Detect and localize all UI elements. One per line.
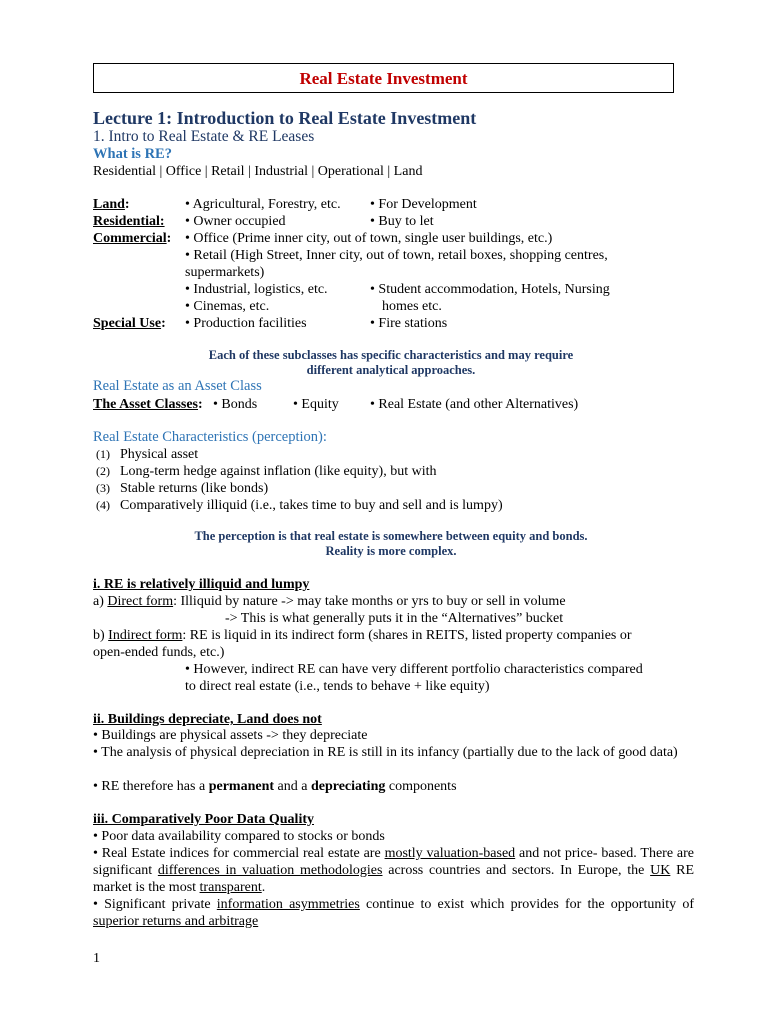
depreciation-point-1: • Buildings are physical assets -> they depreciate [93,728,368,743]
list-item-text: Stable returns (like bonds) [120,481,269,496]
indirect-form-label: Indirect form [108,628,183,643]
commercial-item-retail: • Retail (High Street, Inner city, out of town, retail boxes, shopping centres, [185,248,608,263]
depreciation-point-3: • RE therefore has a permanent and a depreciating components [93,779,457,794]
indirect-form-line: b) Indirect form: RE is liquid in its indirect form (shares in REITS, listed property companies or [93,628,632,643]
special-item-production: • Production facilities [185,316,307,331]
title-box [93,63,674,93]
direct-form-line: a) Direct form: Illiquid by nature -> may take months or yrs to buy or sell in volume [93,594,566,609]
asset-class-equity: • Equity [293,397,339,412]
section-i-heading: i. RE is relatively illiquid and lumpy [93,577,310,592]
commercial-item-industrial: • Industrial, logistics, etc. [185,282,328,297]
characteristics-heading: Real Estate Characteristics (perception): [93,429,327,445]
commercial-item-cinemas: • Cinemas, etc. [185,299,270,314]
section-ii-heading: ii. Buildings depreciate, Land does not [93,712,322,727]
asset-classes-label: The Asset Classes [93,397,199,412]
list-item-text: Physical asset [120,447,199,462]
commercial-item-student: • Student accommodation, Hotels, Nursing [370,282,610,297]
asset-class-bonds: • Bonds [213,397,258,412]
land-label: Land: [93,197,130,212]
residential-item-buy-to-let: • Buy to let [370,214,434,229]
perception-note-line1: The perception is that real estate is somewhere between equity and bonds. [194,529,588,543]
asset-class-real-estate: • Real Estate (and other Alternatives) [370,397,579,412]
special-item-fire-stations: • Fire stations [370,316,448,331]
list-item: (2) [96,464,110,478]
re-types-line: Residential | Office | Retail | Industrial | Operational | Land [93,164,423,179]
residential-item-owner: • Owner occupied [185,214,286,229]
commercial-item-homes: homes etc. [382,299,442,314]
perception-note-line2: Reality is more complex. [325,544,457,558]
indirect-note-line1: • However, indirect RE can have very different portfolio characteristics compared [185,662,643,677]
residential-label: Residential: [93,214,165,229]
list-item: (3) [96,481,110,495]
asset-classes-line: The Asset Classes: [93,397,203,412]
commercial-item-retail-cont: supermarkets) [185,265,265,280]
indirect-note-line2: to direct real estate (i.e., tends to behave + like equity) [185,679,490,694]
document-title: Real Estate Investment [299,69,468,88]
list-item: (1) [96,447,110,461]
what-is-re-heading: What is RE? [93,146,172,162]
perception-note [93,529,689,559]
subclasses-note-line2: different analytical approaches. [306,363,476,377]
list-item: (4) [96,498,110,512]
asset-class-heading: Real Estate as an Asset Class [93,378,262,394]
data-quality-point-2: • Real Estate indices for commercial real estate are mostly valuation-based and not price- based. There are significant differences in valuation methodologies across countries and sectors. In Europe, the UK RE market is the most transparent. [93,846,695,895]
data-quality-point-1: • Poor data availability compared to stocks or bonds [93,829,385,844]
depreciation-point-2: • The analysis of physical depreciation in RE is still in its infancy (partially due to the lack of good data) [93,745,678,760]
land-item-development: • For Development [370,197,477,212]
section-1-heading: 1. Intro to Real Estate & RE Leases [93,128,315,145]
commercial-label: Commercial: [93,231,172,246]
land-item-agricultural: • Agricultural, Forestry, etc. [185,197,341,212]
data-quality-point-3: • Significant private information asymmetries continue to exist which provides for the opportunity of superior returns and arbitrage [93,897,694,929]
indirect-form-cont: open-ended funds, etc.) [93,645,225,660]
commercial-item-office: • Office (Prime inner city, out of town, single user buildings, etc.) [185,231,553,246]
list-item-text: Long-term hedge against inflation (like equity), but with [120,464,437,479]
section-iii-heading: iii. Comparatively Poor Data Quality [93,812,314,827]
direct-form-cont: -> This is what generally puts it in the “Alternatives” bucket [225,611,564,626]
lecture-heading: Lecture 1: Introduction to Real Estate Investment [93,108,477,128]
subclasses-note-line1: Each of these subclasses has specific characteristics and may require [208,348,574,362]
subclasses-note [93,348,689,378]
list-item-text: Comparatively illiquid (i.e., takes time to buy and sell and is lumpy) [120,498,503,513]
page-number: 1 [93,951,100,966]
special-use-label: Special Use: [93,316,166,331]
direct-form-label: Direct form [107,594,174,609]
